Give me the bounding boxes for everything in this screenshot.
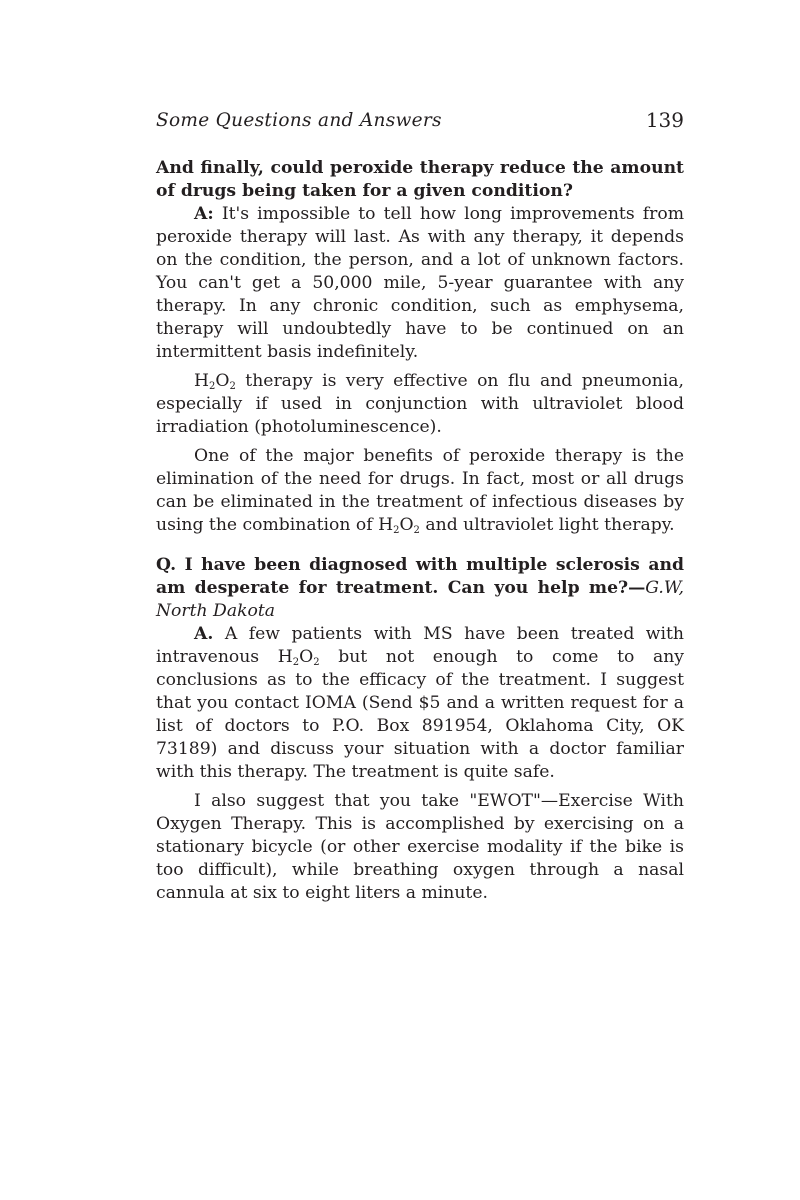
- paragraph-text: and ultraviolet light therapy.: [419, 515, 675, 535]
- qa-section-drug-reduction: [156, 157, 684, 537]
- formula-subscript: 2: [393, 525, 400, 536]
- page-body: [156, 157, 684, 922]
- answer-label: A:: [194, 204, 214, 224]
- qa-section-multiple-sclerosis: [156, 554, 684, 905]
- answer-paragraph: [156, 623, 684, 784]
- paragraph-text: One of the major benefits of peroxide therapy is the elimination of the need for drugs. In fact, most or all drugs can be eliminated in the treatment of infectious diseases by using the combination of: [156, 446, 684, 535]
- running-title: Some Questions and Answers: [156, 110, 442, 131]
- paragraph-flu-pneumonia: [156, 370, 684, 439]
- page-number: 139: [645, 108, 684, 132]
- answer-text: It's impossible to tell how long improvements from peroxide therapy will last. As with any therapy, it depends on the condition, the person, and a lot of unknown factors. You can't get a 50,000 mile, 5-year guarantee with any therapy. In any chronic condition, such as emphysema, therapy will undoubtedly have to be continued on an intermittent basis indefinitely.: [156, 204, 684, 362]
- formula-h: H: [378, 515, 394, 535]
- formula-subscript: 2: [413, 525, 420, 536]
- formula-subscript: 2: [229, 381, 236, 392]
- running-head: [156, 108, 684, 136]
- paragraph-text: therapy is very effective on flu and pneumonia, especially if used in conjunction with ultraviolet blood irradiation (photoluminescence).: [156, 371, 684, 437]
- formula-o: O: [399, 515, 414, 535]
- question-attribution: G.W, North Dakota: [156, 578, 684, 621]
- formula-subscript: 2: [313, 657, 320, 668]
- formula-subscript: 2: [209, 381, 216, 392]
- formula-h: H: [194, 371, 209, 391]
- formula-o: O: [299, 647, 314, 667]
- paragraph-drug-elimination: [156, 445, 684, 537]
- answer-label: A.: [194, 624, 214, 644]
- answer-text: A few patients with MS have been treated with intravenous: [156, 624, 684, 667]
- formula-o: O: [215, 371, 230, 391]
- paragraph-ewot: I also suggest that you take "EWOT"—Exercise With Oxygen Therapy. This is accomplished by exercising on a stationary bicycle (or other exercise modality if the bike is too difficult), while breathing oxygen through a nasal cannula at six to eight liters a minute.: [156, 791, 684, 903]
- question-heading: [156, 554, 684, 623]
- question-text: Q. I have been diagnosed with multiple sclerosis and am desperate for treatment. Can you help me?—: [156, 555, 684, 598]
- answer-text: but not enough to come to any conclusions as to the efficacy of the treatment. I suggest that you contact IOMA (Send $5 and a written request for a list of doctors to P.O. Box 891954, Oklahoma City, OK 73189) and discuss your situation with a doctor familiar with this therapy. The treatment is quite safe.: [156, 647, 684, 782]
- answer-paragraph: [156, 203, 684, 364]
- formula-h: H: [277, 647, 293, 667]
- formula-subscript: 2: [292, 657, 300, 668]
- question-heading: And finally, could peroxide therapy reduce the amount of drugs being taken for a given condition?: [156, 158, 684, 201]
